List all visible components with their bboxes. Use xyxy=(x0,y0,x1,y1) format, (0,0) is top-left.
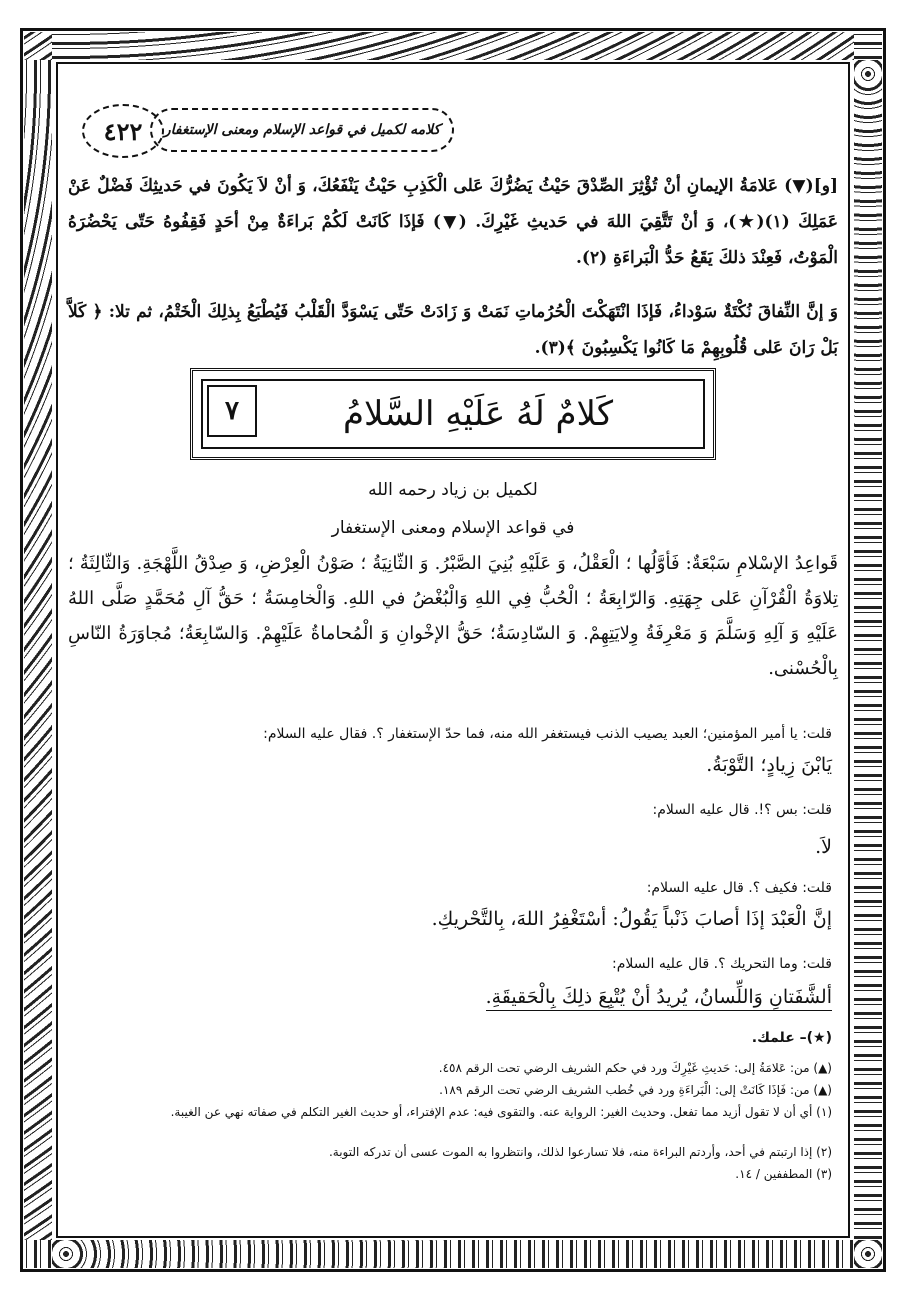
page-content xyxy=(64,72,842,1232)
dialogue-question-2: قلت: بس ؟!. قال عليه السلام: xyxy=(652,802,832,818)
footnote-3: (١) أي أن لا تقول أزيد مما تفعل. وحديث الغير: الرواية عنه. والتقوى فيه: عدم الإفتراء، أو حديث الغير التكلم في صفاته نهي عن الغيبة. xyxy=(170,1105,832,1119)
footnote-2: (▲) من: فَإذَا كَانَتْ إلى: الْبَراءَةِ ورد في خُطب الشريف الرضي تحت الرقم ١٨٩. xyxy=(439,1083,832,1097)
footnote-1: (▲) من: عَلامَةُ إلى: حَديثِ غَيْرِكَ ورد في حكم الشريف الرضي تحت الرقم ٤٥٨. xyxy=(438,1061,832,1075)
dialogue-question-3: قلت: فكيف ؟. قال عليه السلام: xyxy=(646,880,832,896)
footnote-4: (٢) إذا ارتبتم في أحد، وأردتم البراءة منه، فلا تسارعوا لذلك، وانتظروا به الموت عسى أن تدركه التوبة. xyxy=(328,1145,832,1159)
dialogue-answer-4 xyxy=(72,986,832,1008)
dialogue-answer-4-text: ألشَّفَتانِ وَاللِّسانُ، يُريدُ أنْ يُتْبِعَ ذلِكَ بِالْحَقيقَةِ. xyxy=(486,986,832,1011)
section-subtitle: في قواعد الإسلام ومعنى الإستغفار xyxy=(331,518,575,538)
dialogue-answer-2: لاَ. xyxy=(815,836,832,858)
section-number: ٧ xyxy=(207,385,257,437)
dialogue-answer-3: إنَّ الْعَبْدَ إذَا أصابَ ذَنْباً يَقُولُ: أسْتَغْفِرُ اللهَ، بِالتَّحْريكِ. xyxy=(431,908,832,930)
dialogue-question-4: قلت: وما التحريك ؟. قال عليه السلام: xyxy=(612,956,832,972)
footnote-star: (★)– علمك. xyxy=(751,1030,832,1046)
running-title: كلامه لكميل في قواعد الإسلام ومعنى الإستغفار xyxy=(150,108,454,152)
page-header xyxy=(64,102,842,156)
intro-paragraph-2: وَ إنَّ النِّفاقَ نُكْتَةٌ سَوْداءُ، فَإذَا انْتَهَكْتَ الْحُرُماتِ نَمَتْ وَ زَادَتْ حَتّى يَسْوَدَّ الْقَلْبُ فَيُطْبَعُ بِذلِكَ الْخَتْمُ، ثم تلا: ﴿ كَلاَّ بَلْ رَانَ عَلى قُلُوبِهِمْ مَا كَانُوا يَكْسِبُونَ ﴾(٣). xyxy=(68,302,838,358)
intro-paragraph-1: [و](▼) عَلامَةُ الإيمانِ أنْ تُؤْثِرَ الصِّدْقَ حَيْثُ يَضُرُّكَ عَلى الْكَذِبِ حَيْثُ يَنْفَعُكَ، وَ أنْ لاَ يَكُونَ في حَديثِكَ فَضْلٌ عَنْ عَمَلِكَ (١)(★)، وَ أنْ تَتَّقِيَ اللهَ في حَديثِ غَيْرِكَ. (▼) فَإذَا كَانَتْ لَكُمْ بَراءَةٌ مِنْ أحَدٍ فَقِفُوهُ حَتّى يَحْضُرَهُ الْمَوْتُ، فَعِنْدَ ذلكَ يَقَعُ حَدُّ الْبَراءَةِ (٢). xyxy=(68,176,839,268)
body-text: قَواعِدُ الإسْلامِ سَبْعَةٌ: فَأوَّلُها ؛ الْعَقْلُ، وَ عَلَيْهِ بُنِيَ الصَّبْرُ. وَ الثّانِيَةُ ؛ صَوْنُ الْعِرْضِ، وَ صِدْقُ اللَّهْجَةِ. وَالثّالِثَةُ ؛ تِلاوَةُ الْقُرْآنِ عَلى جِهَتِهِ. وَالرّابِعَةُ ؛ الْحُبُّ فِي اللهِ وَالْبُغْضُ في اللهِ. وَالْخامِسَةُ ؛ حَقُّ آلِ مُحَمَّدٍ صَلَّى اللهُ عَلَيْهِ وَ آلِهِ وَسَلَّمَ وَ مَعْرِفَةُ وِلايَتِهِمْ. وَ السّادِسَةُ؛ حَقُّ الإخْوانِ وَ الْمُحاماةُ عَلَيْهِمْ. وَالسّابِعَةُ؛ مُجاوَرَةُ النّاسِ بِالْحُسْنى. xyxy=(68,553,838,679)
section-title-box xyxy=(190,368,716,460)
dialogue-answer-1: يَابْنَ زِيادٍ؛ التَّوْبَةُ. xyxy=(706,754,832,776)
dialogue-question-1: قلت: يا أمير المؤمنين؛ العبد يصيب الذنب فيستغفر الله منه، فما حدّ الإستغفار ؟. فقال عليه السلام: xyxy=(263,726,832,742)
page-number: ٤٢٢ xyxy=(82,104,164,158)
footnote-5: (٣) المطففين / ١٤. xyxy=(735,1167,832,1181)
section-addressee: لكميل بن زياد رحمه الله xyxy=(368,480,538,500)
section-title: كَلامٌ لَهُ عَلَيْهِ السَّلامُ xyxy=(342,394,614,434)
